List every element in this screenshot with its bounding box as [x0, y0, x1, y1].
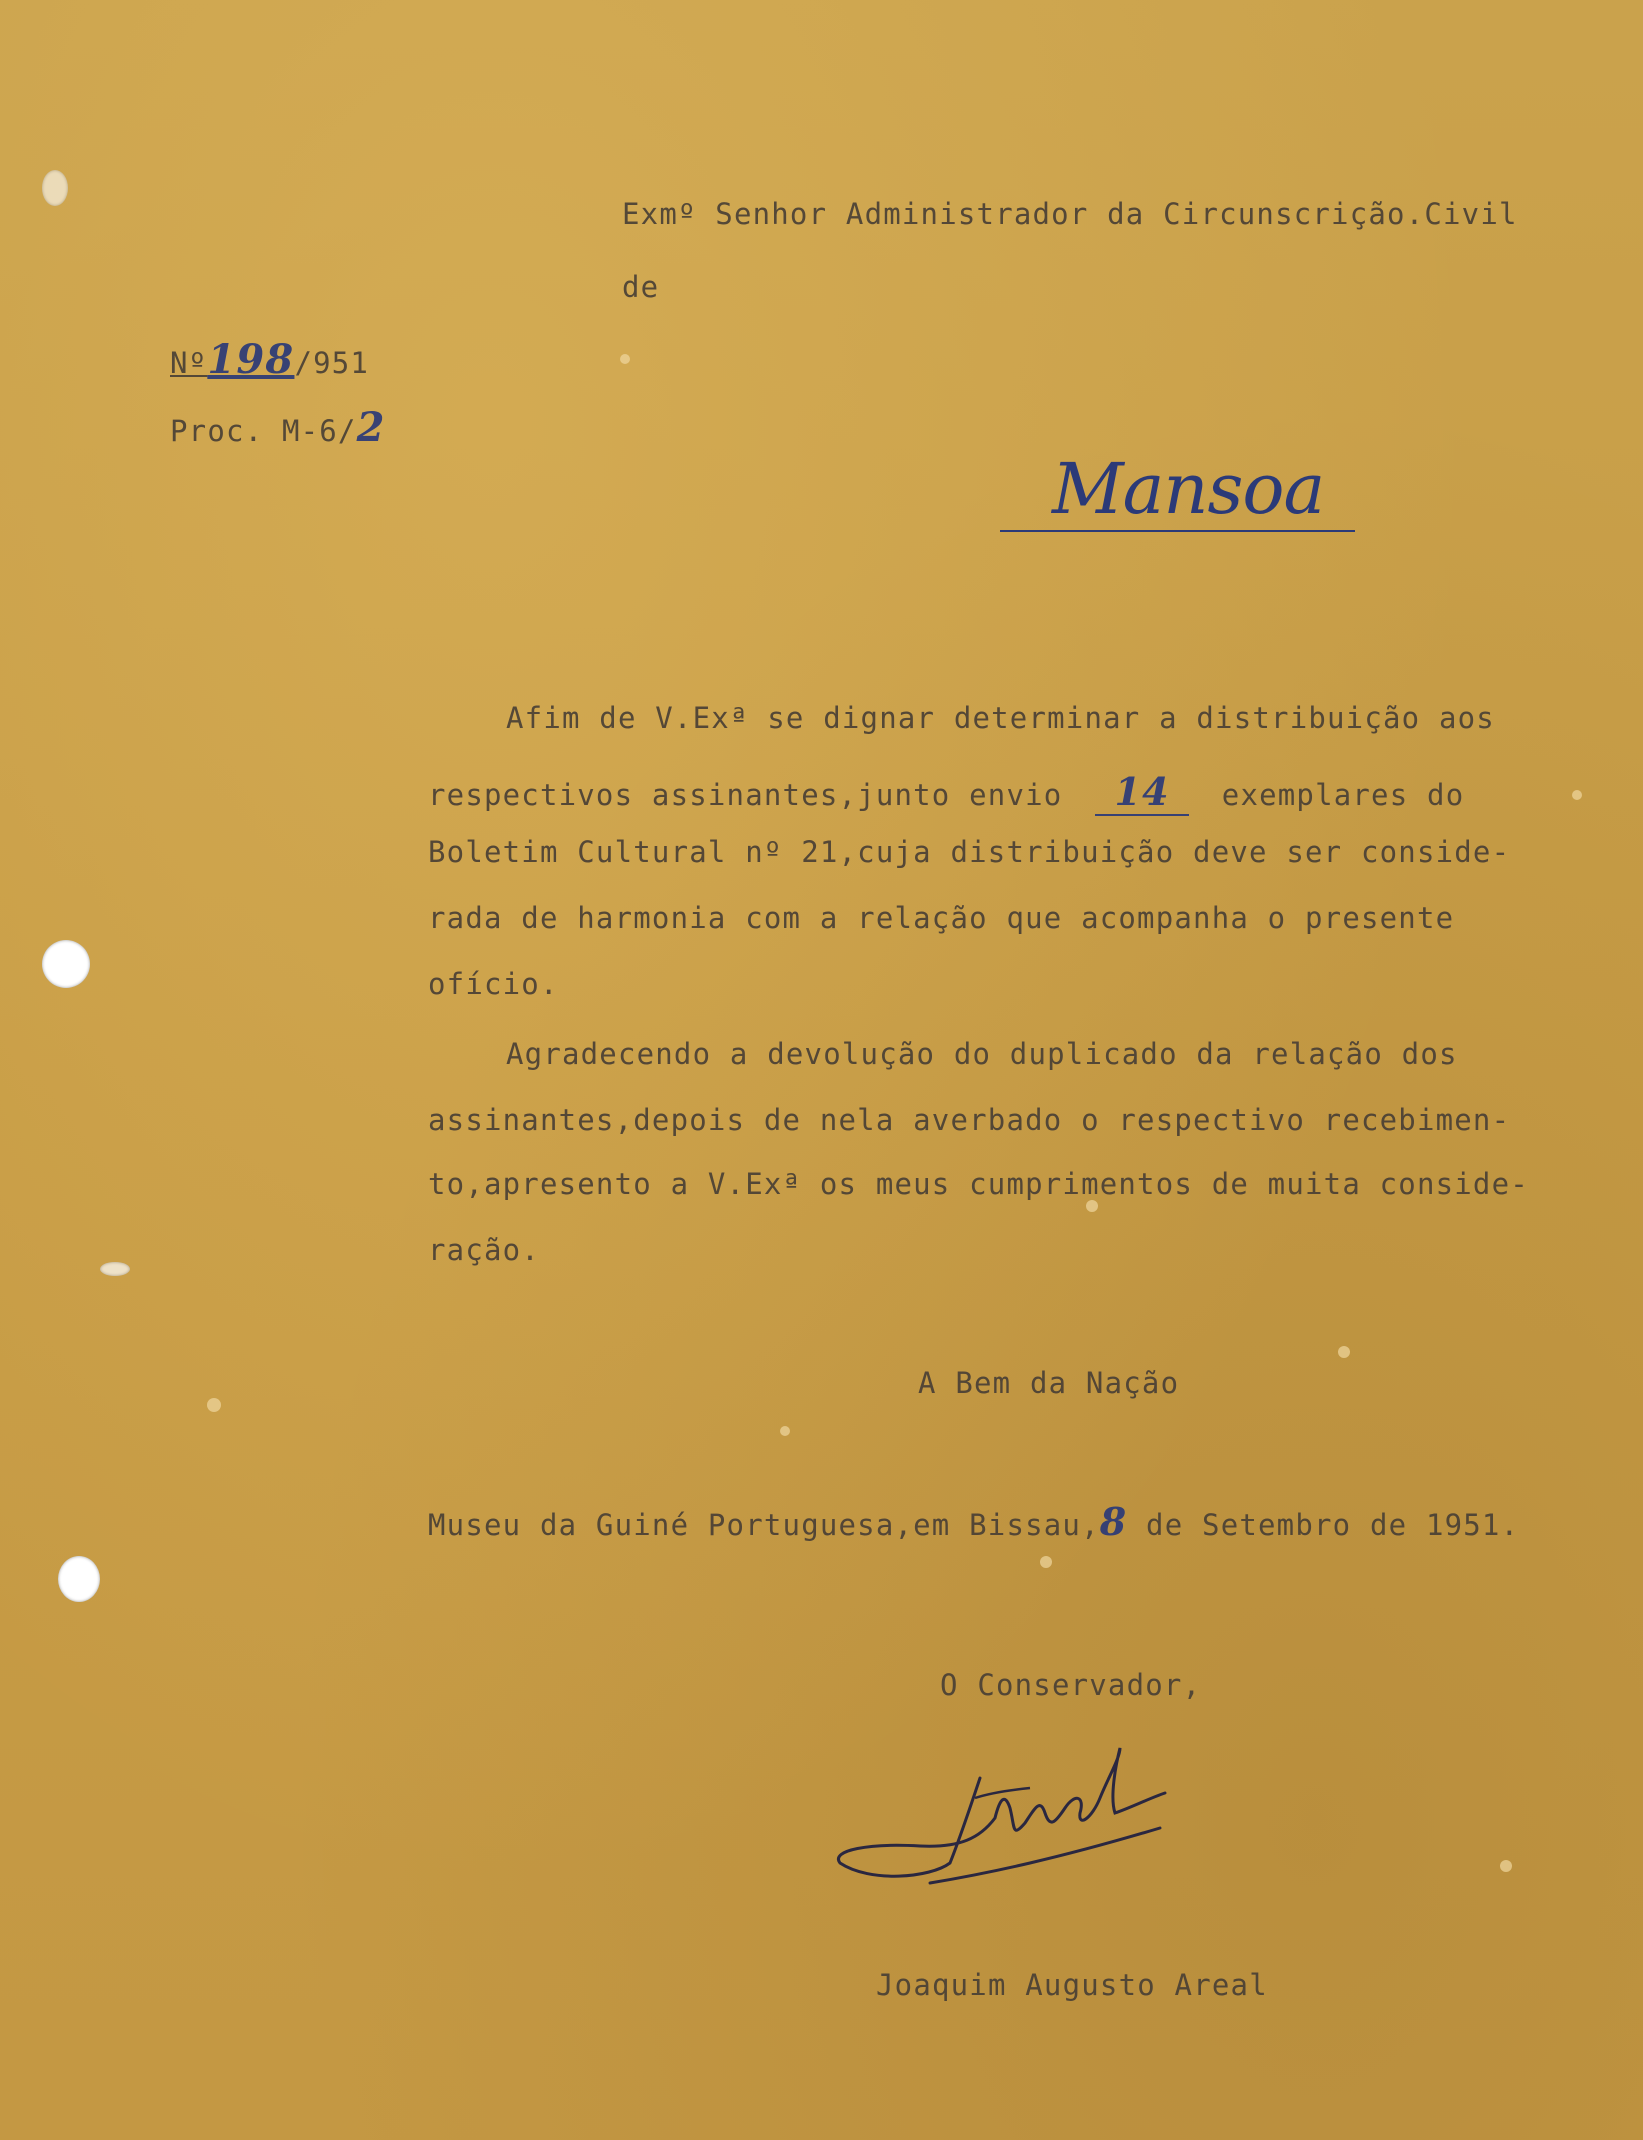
date-day-handwritten: 8: [1099, 1499, 1128, 1544]
ref-no-handwritten: 198: [207, 336, 295, 383]
address-line-1: Exmº Senhor Administrador da Circunscrição.Civil: [622, 197, 1518, 231]
ref-no-label: Nº: [170, 346, 208, 380]
paper-speck: [1338, 1346, 1350, 1358]
body-line-4: rada de harmonia com a relação que acompanha o presente: [428, 901, 1455, 935]
body-line-7: assinantes,depois de nela averbado o respectivo recebimen-: [428, 1103, 1511, 1137]
addressee-underline: [1000, 530, 1355, 532]
date-prefix: Museu da Guiné Portuguesa,em Bissau,: [428, 1508, 1100, 1542]
signature: [830, 1738, 1170, 1898]
reference-number: [170, 336, 369, 383]
date-suffix: de Setembro de 1951.: [1127, 1508, 1520, 1542]
body-line-6: Agradecendo a devolução do duplicado da relação dos: [506, 1037, 1458, 1071]
process-number: [170, 404, 386, 451]
date-line: [428, 1499, 1519, 1544]
paper-speck: [620, 354, 630, 364]
signatory-title: O Conservador,: [940, 1668, 1202, 1702]
body-line-2: [428, 769, 1464, 816]
punch-hole-corner: [42, 170, 68, 206]
body-line-1: Afim de V.Exª se dignar determinar a distribuição aos: [506, 701, 1495, 735]
body-line-2-end: exemplares do: [1221, 778, 1465, 812]
proc-prefix: Proc. M-6/: [170, 414, 357, 448]
punch-hole-mid: [100, 1262, 130, 1276]
paper-speck: [1500, 1860, 1512, 1872]
address-line-2: de: [622, 270, 660, 304]
signatory-name: Joaquim Augusto Areal: [876, 1968, 1268, 2002]
proc-handwritten: 2: [356, 404, 386, 451]
body-line-8: to,apresento a V.Exª os meus cumprimentos de muita conside-: [428, 1167, 1529, 1201]
body-line-9: ração.: [428, 1233, 540, 1267]
body-line-3: Boletim Cultural nº 21,cuja distribuição deve ser conside-: [428, 835, 1511, 869]
ref-year: /951: [294, 346, 370, 380]
addressee-place: Mansoa: [1052, 448, 1325, 530]
copies-count-handwritten: 14: [1095, 769, 1189, 816]
punch-hole-top: [42, 940, 90, 988]
body-line-2-start: respectivos assinantes,junto envio: [428, 778, 1063, 812]
paper-speck: [207, 1398, 221, 1412]
paper-speck: [1572, 790, 1582, 800]
paper-speck: [780, 1426, 790, 1436]
punch-hole-bottom: [58, 1556, 100, 1602]
closing: A Bem da Nação: [918, 1366, 1180, 1400]
paper-speck: [1086, 1200, 1098, 1212]
body-line-5: ofício.: [428, 967, 559, 1001]
paper-speck: [1040, 1556, 1052, 1568]
